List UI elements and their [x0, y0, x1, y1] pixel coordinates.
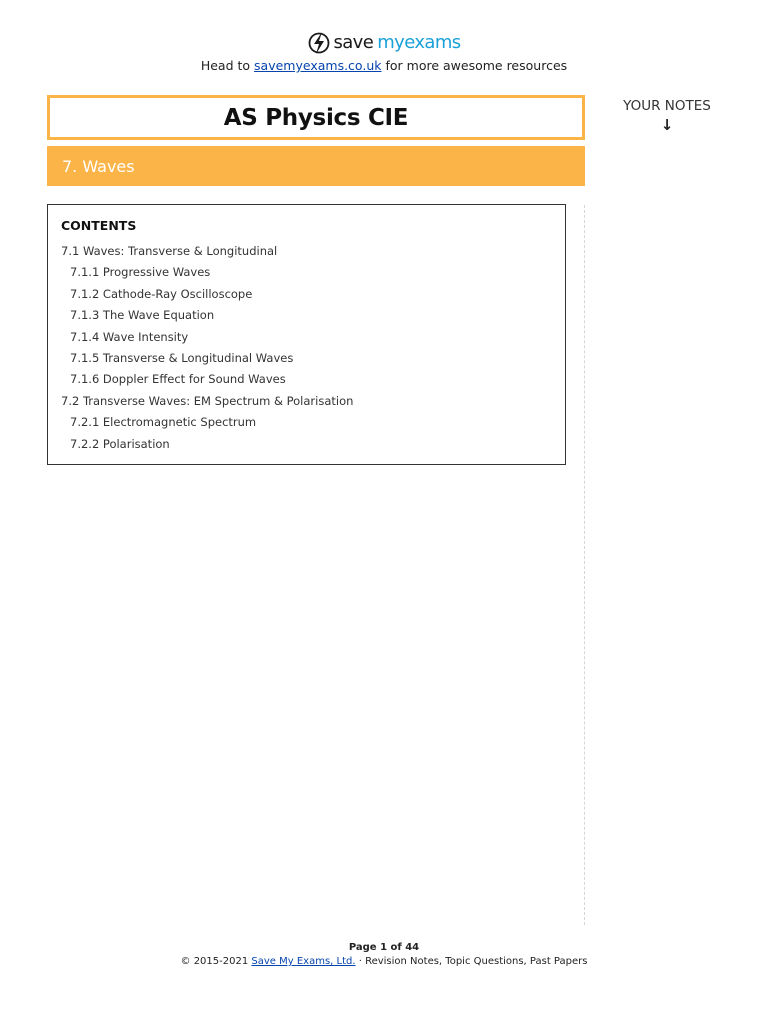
topic-banner: [47, 146, 585, 186]
logo-word-exams: exams: [404, 32, 461, 53]
title-box: [47, 95, 585, 140]
contents-box: [47, 204, 566, 465]
company-link[interactable]: Save My Exams, Ltd.: [251, 956, 356, 967]
footer-copyright: [0, 956, 768, 967]
lightning-bolt-icon: [307, 30, 331, 56]
logo-text: [333, 30, 460, 56]
logo-word-save: save: [333, 32, 374, 53]
logo-word-my: my: [377, 32, 405, 53]
contents-item[interactable]: 7.1 Waves: Transverse & Longitudinal: [61, 244, 278, 258]
contents-heading: CONTENTS: [61, 218, 137, 233]
contents-item[interactable]: 7.2.2 Polarisation: [70, 436, 170, 451]
contents-item[interactable]: 7.1.2 Cathode-Ray Oscilloscope: [70, 286, 253, 301]
page-title: AS Physics CIE: [223, 104, 409, 131]
contents-item[interactable]: 7.1.6 Doppler Effect for Sound Waves: [70, 372, 286, 387]
contents-item[interactable]: 7.1.4 Wave Intensity: [70, 329, 189, 344]
copyright-text: © 2015-2021: [180, 956, 249, 967]
tagline-suffix: for more awesome resources: [385, 58, 568, 73]
footer-suffix: · Revision Notes, Topic Questions, Past Papers: [358, 956, 588, 967]
contents-item[interactable]: 7.1.3 The Wave Equation: [70, 308, 215, 323]
your-notes-label: YOUR NOTES: [623, 98, 711, 114]
arrow-down-icon: ↓: [660, 116, 674, 134]
site-logo[interactable]: [0, 30, 768, 56]
topic-title: 7. Waves: [62, 156, 135, 176]
contents-list: [61, 241, 353, 455]
contents-item[interactable]: 7.2.1 Electromagnetic Spectrum: [70, 415, 257, 430]
header-tagline: [0, 58, 768, 73]
website-link[interactable]: savemyexams.co.uk: [254, 58, 382, 73]
contents-item[interactable]: 7.1.5 Transverse & Longitudinal Waves: [70, 350, 294, 365]
page-number: Page 1 of 44: [348, 942, 420, 953]
notes-divider: [584, 205, 585, 925]
contents-item[interactable]: 7.2 Transverse Waves: EM Spectrum & Polarisation: [61, 393, 354, 408]
tagline-prefix: Head to: [200, 58, 251, 73]
contents-item[interactable]: 7.1.1 Progressive Waves: [70, 265, 211, 280]
